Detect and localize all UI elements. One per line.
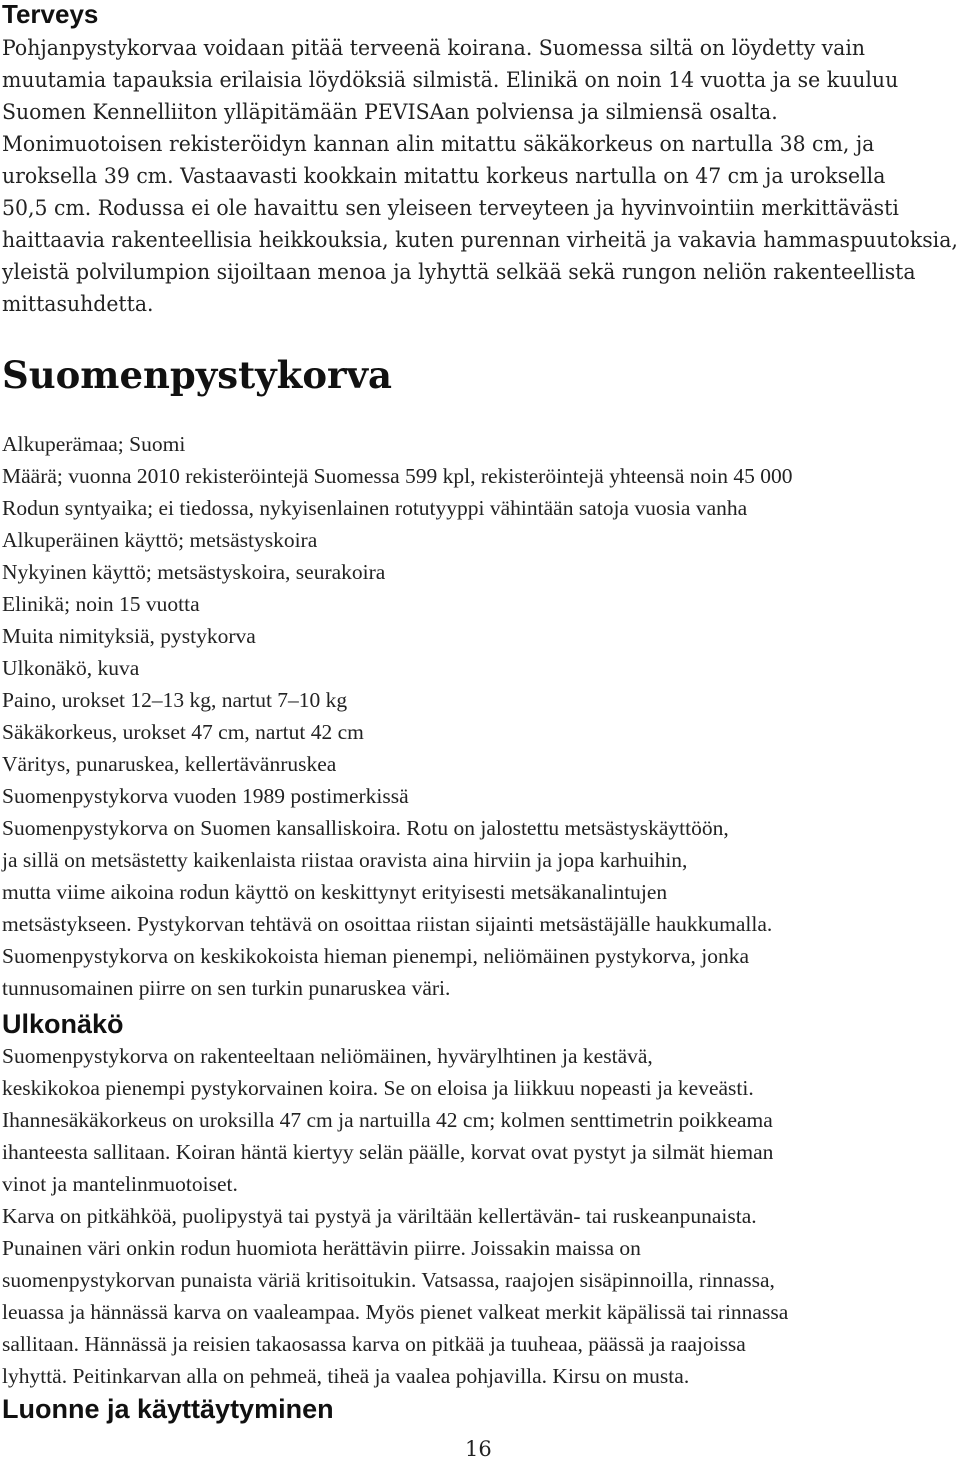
text-line: haittaavia rakenteellisia heikkouksia, kuten purennan virheitä ja vakavia hammaspuutoksia, — [2, 228, 958, 252]
text-line: keskikokoa pienempi pystykorvainen koira. Se on eloisa ja liikkuu nopeasti ja keveästi. — [2, 1076, 754, 1100]
text-line: Muita nimityksiä, pystykorva — [2, 624, 256, 648]
text-line: suomenpystykorvan punaista väriä kritisoitukin. Vatsassa, raajojen sisäpinnoilla, rinnassa, — [2, 1268, 775, 1292]
text-line: Suomen Kennelliiton ylläpitämään PEVISAan polviensa ja silmiensä osalta. — [2, 100, 778, 124]
terveys-paragraph — [2, 32, 960, 320]
ulkonako-paragraph — [2, 1040, 788, 1392]
text-line: muutamia tapauksia erilaisia löydöksiä silmistä. Elinikä on noin 14 vuotta ja se kuuluu — [2, 68, 899, 92]
text-line: Suomenpystykorva on Suomen kansalliskoira. Rotu on jalostettu metsästyskäyttöön, — [2, 816, 729, 840]
text-line: Paino, urokset 12–13 kg, nartut 7–10 kg — [2, 688, 348, 712]
page-number: 16 — [465, 1437, 492, 1461]
text-line: Väritys, punaruskea, kellertävänruskea — [2, 752, 337, 776]
luonne-heading: Luonne ja käyttäytyminen — [2, 1394, 334, 1424]
text-line: Rodun syntyaika; ei tiedossa, nykyisenlainen rotutyyppi vähintään satoja vuosia vanha — [2, 496, 748, 520]
text-line: ja sillä on metsästetty kaikenlaista riistaa oravista aina hirviin ja jopa karhuihin, — [2, 848, 688, 872]
text-line: Suomenpystykorva on rakenteeltaan neliömäinen, hyvärylhtinen ja kestävä, — [2, 1044, 653, 1068]
text-line: Punainen väri onkin rodun huomiota herättävin piirre. Joissakin maissa on — [2, 1236, 641, 1260]
text-line: Säkäkorkeus, urokset 47 cm, nartut 42 cm — [2, 720, 364, 744]
text-line: leuassa ja hännässä karva on vaaleampaa. Myös pienet valkeat merkit käpälissä tai rinnassa — [2, 1300, 789, 1324]
text-line: Nykyinen käyttö; metsästyskoira, seurakoira — [2, 560, 386, 584]
text-line: Suomenpystykorva vuoden 1989 postimerkissä — [2, 784, 409, 808]
suomenpystykorva-heading: Suomenpystykorva — [2, 353, 392, 397]
text-line: Määrä; vuonna 2010 rekisteröintejä Suomessa 599 kpl, rekisteröintejä yhteensä noin 45 000 — [2, 464, 793, 488]
text-line: Pohjanpystykorvaa voidaan pitää terveenä koirana. Suomessa siltä on löydetty vain — [2, 36, 866, 60]
ulkonako-heading: Ulkonäkö — [2, 1009, 124, 1039]
text-line: sallitaan. Hännässä ja reisien takaosassa karva on pitkää ja tuuheaa, päässä ja raajoissa — [2, 1332, 746, 1356]
text-line: Alkuperäinen käyttö; metsästyskoira — [2, 528, 318, 552]
text-line: yleistä polvilumpion sijoiltaan menoa ja lyhyttä selkää sekä rungon neliön rakenteellista — [2, 260, 916, 284]
text-line: uroksella 39 cm. Vastaavasti kookkain mitattu korkeus nartulla on 47 cm ja uroksella — [2, 164, 886, 188]
text-line: vinot ja mantelinmuotoiset. — [2, 1172, 238, 1196]
text-line: Elinikä; noin 15 vuotta — [2, 592, 200, 616]
text-line: Alkuperämaa; Suomi — [2, 432, 186, 456]
text-line: mittasuhdetta. — [2, 292, 154, 316]
text-line: mutta viime aikoina rodun käyttö on keskittynyt erityisesti metsäkanalintujen — [2, 880, 668, 904]
text-line: Ulkonäkö, kuva — [2, 656, 140, 680]
text-line: Suomenpystykorva on keskikokoista hieman pienempi, neliömäinen pystykorva, jonka — [2, 944, 749, 968]
text-line: metsästykseen. Pystykorvan tehtävä on osoittaa riistan sijainti metsästäjälle haukkumalla. — [2, 912, 773, 936]
text-line: lyhyttä. Peitinkarvan alla on pehmeä, tiheä ja vaalea pohjavilla. Kirsu on musta. — [2, 1364, 690, 1388]
text-line: tunnusomainen piirre on sen turkin punaruskea väri. — [2, 976, 451, 1000]
text-line: Karva on pitkähköä, puolipystyä tai pystyä ja väriltään kellertävän- tai ruskeanpunaista. — [2, 1204, 757, 1228]
terveys-heading: Terveys — [2, 0, 99, 29]
text-line: 50,5 cm. Rodussa ei ole havaittu sen yleiseen terveyteen ja hyvinvointiin merkittävästi — [2, 196, 899, 220]
text-line: ihanteesta sallitaan. Koiran häntä kiertyy selän päälle, korvat ovat pystyt ja silmät hieman — [2, 1140, 774, 1164]
suomenpystykorva-paragraph — [2, 428, 793, 1004]
text-line: Ihannesäkäkorkeus on uroksilla 47 cm ja nartuilla 42 cm; kolmen senttimetrin poikkeama — [2, 1108, 773, 1132]
text-line: Monimuotoisen rekisteröidyn kannan alin mitattu säkäkorkeus on nartulla 38 cm, ja — [2, 132, 875, 156]
